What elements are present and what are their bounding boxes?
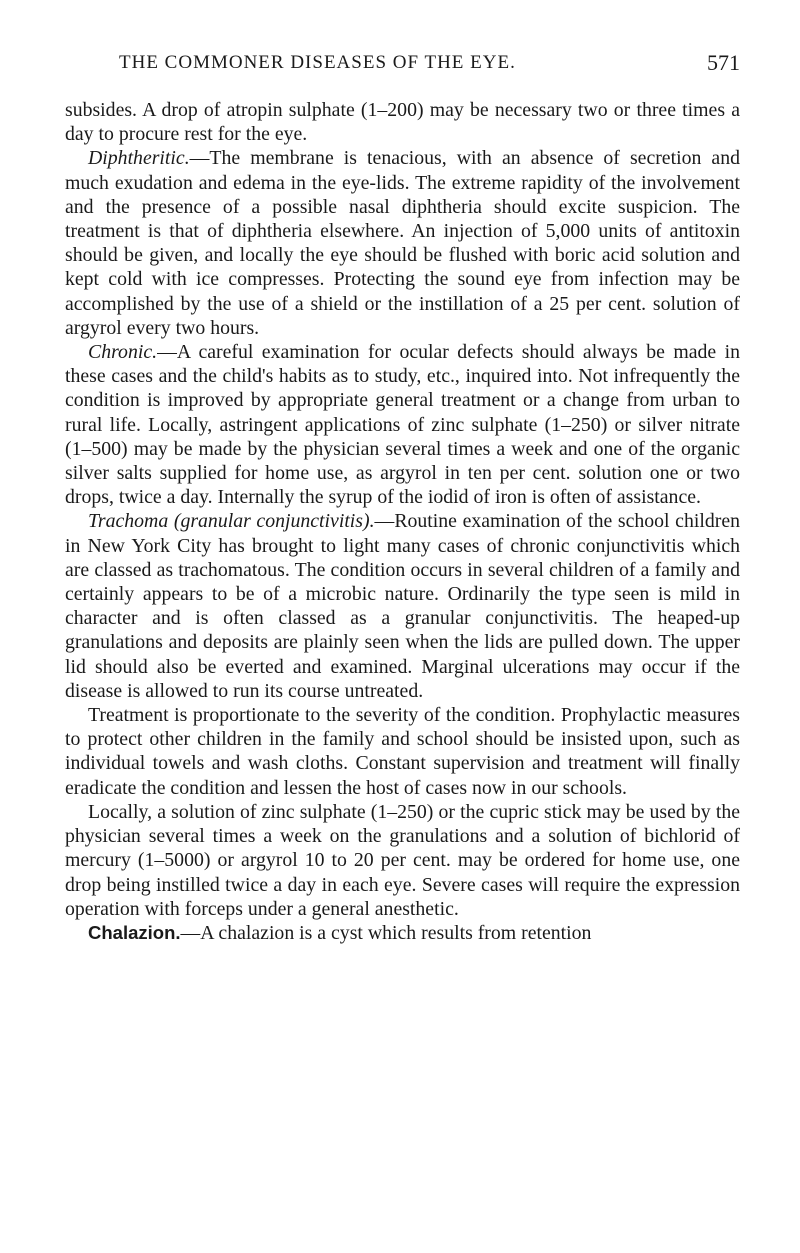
paragraph-text: subsides. A drop of atropin sulphate (1–200) may be necessary two or three times a day to procure rest for the eye. [65,99,740,146]
page-number: 571 [707,50,740,75]
paragraph-text: Locally, a solution of zinc sulphate (1–250) or the cupric stick may be used by the physician several times a week on the granulations and a solution of bichlorid of mercury (1–5000) or argyrol 10 to 20 per cent. may be ordered for home use, one drop being instilled twice a day in each eye. Severe cases will require the expression operation with forceps under a general anesthetic. [65,800,740,920]
paragraph-diphtheritic [65,146,740,340]
section-heading-diphtheritic: Diphtheritic. [88,147,190,170]
paragraph-continued [65,98,740,146]
paragraph-text: —A chalazion is a cyst which results from retention [180,921,592,944]
section-heading-chronic: Chronic. [88,341,158,364]
paragraph-chalazion [65,921,740,945]
paragraph-text: —A careful examination for ocular defects should always be made in these cases and the child's habits as to study, etc., inquired into. Not infrequently the condition is improved by appropriate general treatment or a change from urban to rural life. Locally, astringent applications of zinc sulphate (1–250) or silver nitrate (1–500) may be made by the physician several times a week and one of the organic silver salts supplied for home use, as argyrol in ten per cent. solution one or two drops, twice a day. Internally the syrup of the iodid of iron is often of assistance. [65,341,740,509]
running-head [65,52,740,78]
paragraph-text: —Routine examination of the school children in New York City has brought to light many cases of chronic conjunctivitis which are classed as trachomatous. The condition occurs in several children of a family and certainly appears to be of a microbic nature. Ordinarily the type seen is mild in character and is often classed as a granular conjunctivitis. The heaped-up granulations and deposits are plainly seen when the lids are pulled down. The upper lid should also be everted and examined. Marginal ulcerations may occur if the disease is allowed to run its course untreated. [65,510,740,702]
paragraph-chronic [65,340,740,509]
paragraph-trachoma [65,509,740,703]
section-heading-chalazion: Chalazion. [88,921,181,943]
paragraph-text: —The membrane is tenacious, with an absence of secretion and much exudation and edema in the eye-lids. The extreme rapidity of the involvement and the presence of a possible nasal diphtheria should excite suspicion. The treatment is that of diphtheria elsewhere. An injection of 5,000 units of antitoxin should be given, and locally the eye should be flushed with boric acid solution and kept cold with ice compresses. Protecting the sound eye from infection may be accomplished by the use of a shield or the instillation of a 25 per cent. solution of argyrol every two hours. [65,147,740,339]
running-head-title: THE COMMONER DISEASES OF THE EYE. [119,52,516,73]
body-text [65,98,740,945]
paragraph-treatment [65,703,740,800]
paragraph-locally [65,800,740,921]
paragraph-text: Treatment is proportionate to the severity of the condition. Prophylactic measures to protect other children in the family and school should be insisted upon, such as individual towels and wash cloths. Constant supervision and treatment will finally eradicate the condition and lessen the host of cases now in our schools. [65,704,740,799]
section-heading-trachoma: Trachoma (granular conjunctivitis). [88,510,375,533]
